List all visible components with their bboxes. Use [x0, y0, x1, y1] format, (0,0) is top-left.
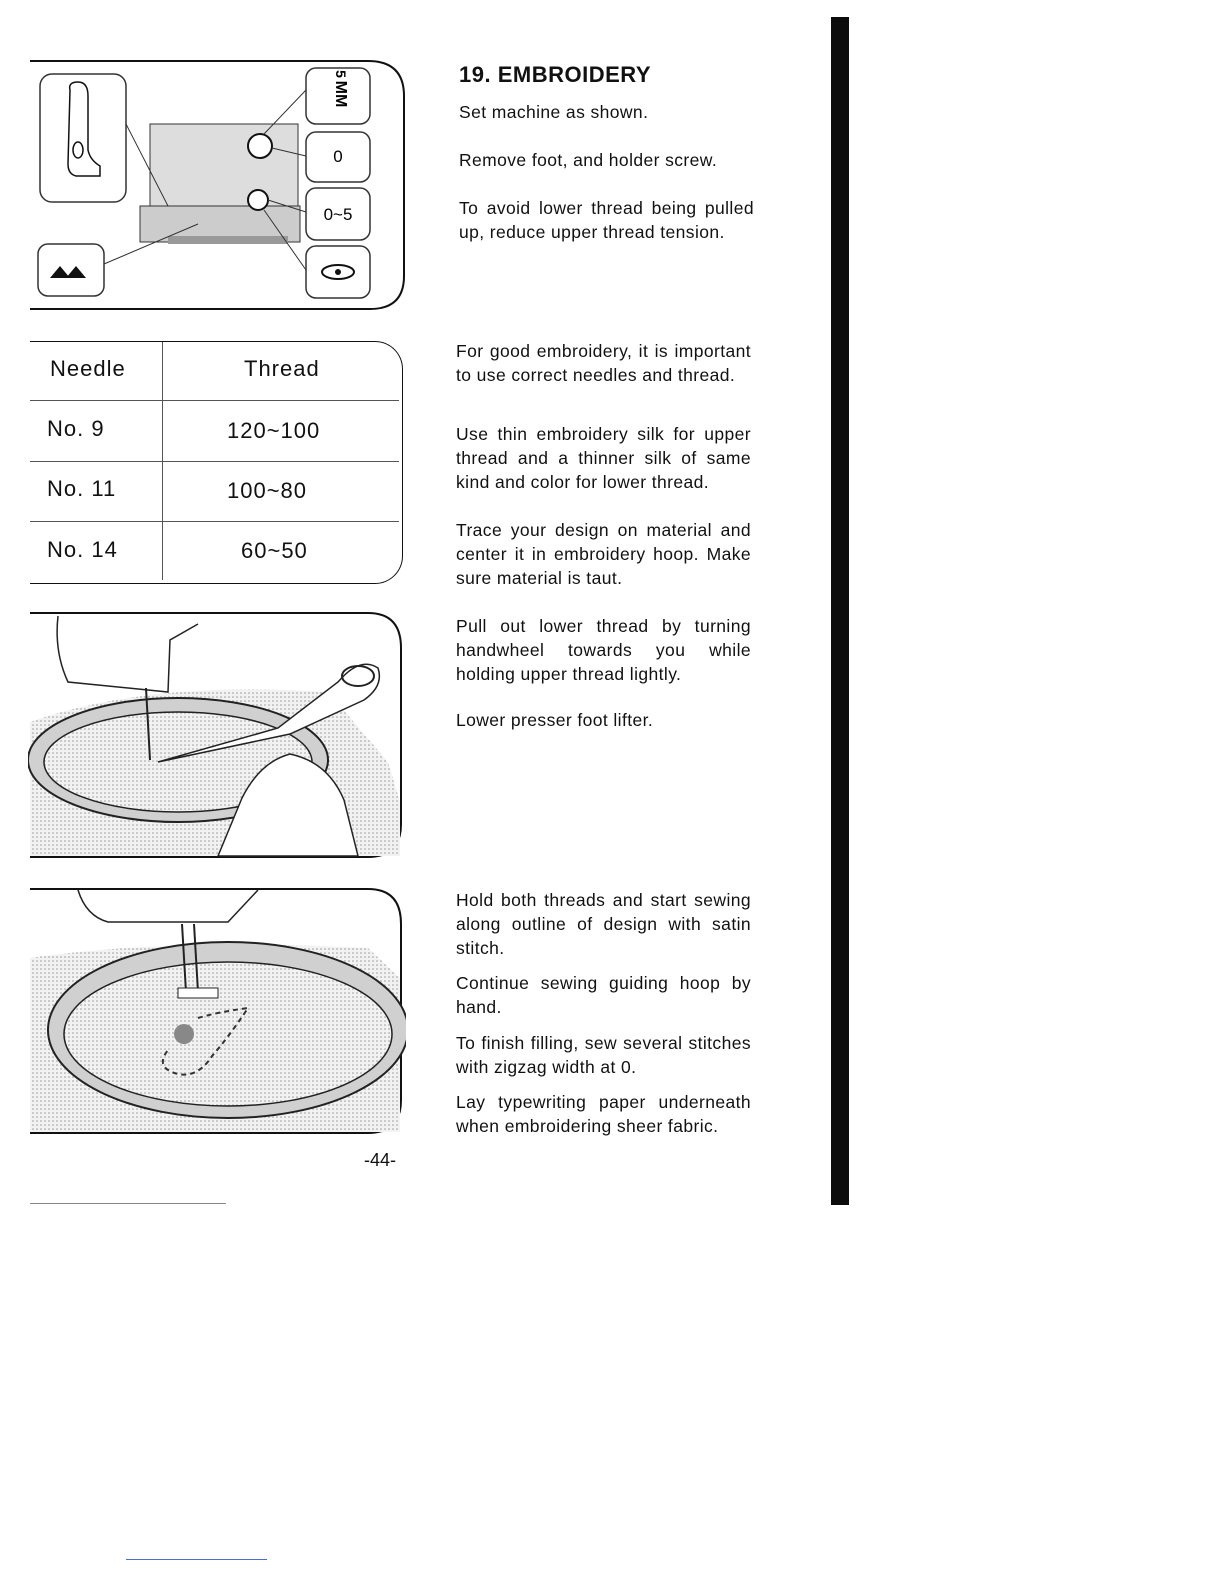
table-header-needle: Needle — [50, 356, 126, 381]
table-cell-needle: No. 9 — [47, 416, 105, 441]
bottom-blue-rule — [126, 1559, 267, 1560]
instruction-start-sewing: Hold both threads and start sewing along outline of design with satin stitch. — [456, 890, 751, 958]
stitch-number: 5 — [333, 70, 349, 78]
hoop-design-figure — [28, 888, 406, 1136]
stitch-label: MM — [332, 80, 349, 108]
table-header-thread: Thread — [244, 356, 320, 381]
instruction-pull-lower-thread: Pull out lower thread by turning handwheel towards you while holding upper thread lightly. — [456, 616, 751, 684]
table-cell-needle: No. 11 — [47, 476, 117, 501]
scan-edge-bar — [831, 17, 849, 1205]
instruction-set-machine: Set machine as shown. — [459, 102, 649, 122]
table-cell-needle: No. 14 — [47, 537, 118, 562]
section-title: 19. EMBROIDERY — [459, 62, 652, 87]
instruction-finish-filling: To finish filling, sew several stitches with zigzag width at 0. — [456, 1033, 751, 1077]
footer-rule — [30, 1203, 226, 1204]
dial-tension-value: 0~5 — [323, 205, 353, 224]
machine-setup-figure — [28, 60, 408, 312]
instruction-lower-presser: Lower presser foot lifter. — [456, 710, 654, 730]
instruction-reduce-tension: To avoid lower thread being pulled up, reduce upper thread tension. — [459, 198, 754, 242]
table-cell-thread: 120~100 — [227, 418, 321, 443]
needle-thread-table — [30, 341, 403, 584]
instruction-correct-needles: For good embroidery, it is important to use correct needles and thread. — [456, 341, 751, 385]
table-cell-thread: 60~50 — [241, 538, 308, 563]
instruction-thread-choice: Use thin embroidery silk for upper thread and a thinner silk of same kind and color for lower thread. — [456, 424, 751, 492]
dial-width-value: 0 — [333, 147, 343, 166]
instruction-guide-hoop: Continue sewing guiding hoop by hand. — [456, 973, 751, 1017]
table-cell-thread: 100~80 — [227, 478, 308, 503]
instruction-sheer-fabric: Lay typewriting paper underneath when embroidering sheer fabric. — [456, 1092, 751, 1136]
instruction-remove-foot: Remove foot, and holder screw. — [459, 150, 718, 170]
hoop-scissors-figure — [28, 612, 406, 860]
page-number: -44- — [364, 1150, 397, 1170]
instruction-trace-design: Trace your design on material and center it in embroidery hoop. Make sure material is taut. — [456, 520, 751, 588]
